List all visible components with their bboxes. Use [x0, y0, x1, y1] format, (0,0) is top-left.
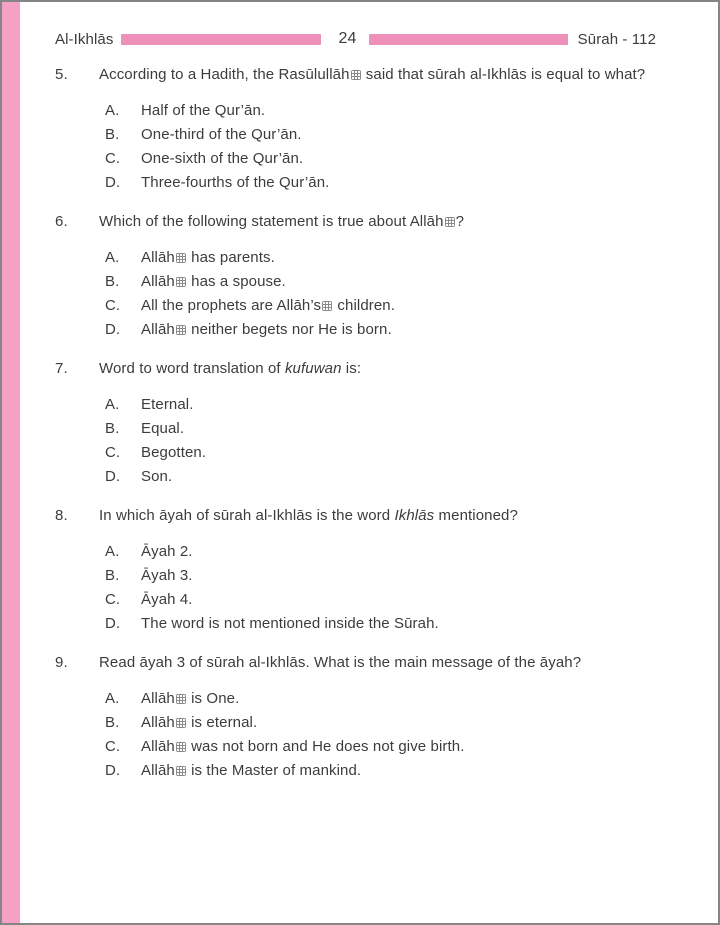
- option-letter: C.: [105, 444, 121, 461]
- text-segment: Allāh: [141, 321, 175, 338]
- text-segment: Three-fourths of the Qur’ān.: [141, 174, 330, 191]
- swt-honorific-icon: [176, 766, 186, 776]
- answer-option: [99, 564, 660, 588]
- text-segment: Son.: [141, 468, 173, 485]
- answer-option: [99, 246, 660, 270]
- text-segment: In which āyah of sūrah al-Ikhlās is the word: [99, 507, 395, 524]
- answer-option: [99, 759, 660, 783]
- option-text: [141, 147, 660, 171]
- answer-option: [99, 270, 660, 294]
- option-text: [141, 441, 660, 465]
- answer-option: [99, 735, 660, 759]
- question-number: 6.: [55, 213, 68, 230]
- text-segment: Word to word translation of: [99, 360, 285, 377]
- option-letter: B.: [105, 273, 120, 290]
- question-block: [55, 653, 660, 783]
- question-number: 8.: [55, 507, 68, 524]
- swt-honorific-icon: [176, 325, 186, 335]
- option-letter: A.: [105, 102, 120, 119]
- option-letter: C.: [105, 591, 121, 608]
- option-letter: C.: [105, 150, 121, 167]
- answer-option: [99, 417, 660, 441]
- question-block: [55, 506, 660, 636]
- options-list: [99, 393, 660, 489]
- header-surah-number: Sūrah - 112: [577, 30, 657, 48]
- option-letter: B.: [105, 567, 120, 584]
- swt-honorific-icon: [176, 718, 186, 728]
- text-segment: was not born and He does not give birth.: [186, 738, 465, 755]
- question-text: [99, 506, 660, 526]
- text-segment: Allāh: [141, 690, 175, 707]
- text-segment: Allāh: [141, 714, 175, 731]
- text-segment: All the prophets are Allāh’s: [141, 297, 322, 314]
- answer-option: [99, 123, 660, 147]
- text-segment: Allāh: [141, 738, 175, 755]
- text-segment: neither begets nor He is born.: [186, 321, 392, 338]
- option-letter: B.: [105, 714, 120, 731]
- option-letter: D.: [105, 174, 121, 191]
- option-letter: D.: [105, 321, 121, 338]
- option-text: [141, 99, 660, 123]
- options-list: [99, 99, 660, 195]
- swt-honorific-icon: [176, 253, 186, 263]
- question-text: [99, 653, 660, 673]
- answer-option: [99, 318, 660, 342]
- options-list: [99, 540, 660, 636]
- answer-option: [99, 294, 660, 318]
- option-text: [141, 465, 660, 489]
- text-segment: Ikhlās: [394, 507, 435, 524]
- text-segment: One-sixth of the Qur’ān.: [141, 150, 304, 167]
- answer-option: [99, 171, 660, 195]
- option-text: [141, 711, 660, 735]
- text-segment: has a spouse.: [186, 273, 286, 290]
- option-letter: A.: [105, 543, 120, 560]
- option-letter: D.: [105, 468, 121, 485]
- option-letter: B.: [105, 420, 120, 437]
- text-segment: Which of the following statement is true about Allāh: [99, 213, 444, 230]
- answer-option: [99, 393, 660, 417]
- text-segment: Āyah 4.: [141, 591, 193, 608]
- question-text: [99, 212, 660, 232]
- option-letter: B.: [105, 126, 120, 143]
- options-list: [99, 246, 660, 342]
- question-text: [99, 65, 660, 85]
- answer-option: [99, 99, 660, 123]
- text-segment: The word is not mentioned inside the Sūrah.: [141, 615, 439, 632]
- text-segment: kufuwan: [284, 360, 342, 377]
- option-text: [141, 393, 660, 417]
- text-segment: Half of the Qur’ān.: [141, 102, 266, 119]
- option-text: [141, 417, 660, 441]
- option-text: [141, 270, 660, 294]
- questions-area: [55, 65, 660, 783]
- answer-option: [99, 441, 660, 465]
- text-segment: Allāh: [141, 249, 175, 266]
- option-text: [141, 123, 660, 147]
- answer-option: [99, 687, 660, 711]
- text-segment: is:: [341, 360, 362, 377]
- text-segment: ?: [455, 213, 465, 230]
- page-header: [55, 30, 656, 48]
- text-segment: Āyah 2.: [141, 543, 193, 560]
- option-letter: A.: [105, 249, 120, 266]
- text-segment: Equal.: [141, 420, 185, 437]
- answer-option: [99, 711, 660, 735]
- text-segment: Allāh: [141, 762, 175, 779]
- swt-honorific-icon: [322, 301, 332, 311]
- options-list: [99, 687, 660, 783]
- swt-honorific-icon: [176, 694, 186, 704]
- option-text: [141, 318, 660, 342]
- question-number: 9.: [55, 654, 68, 671]
- page-number: 24: [338, 30, 357, 47]
- text-segment: Begotten.: [141, 444, 207, 461]
- text-segment: Allāh: [141, 273, 175, 290]
- option-text: [141, 687, 660, 711]
- text-segment: Eternal.: [141, 396, 194, 413]
- text-segment: has parents.: [186, 249, 275, 266]
- question-number: 7.: [55, 360, 68, 377]
- option-letter: A.: [105, 690, 120, 707]
- option-text: [141, 171, 660, 195]
- text-segment: is eternal.: [186, 714, 258, 731]
- text-segment: said that sūrah al-Ikhlās is equal to what?: [361, 66, 646, 83]
- option-letter: C.: [105, 738, 121, 755]
- option-text: [141, 612, 660, 636]
- option-text: [141, 759, 660, 783]
- text-segment: children.: [333, 297, 396, 314]
- option-text: [141, 735, 660, 759]
- text-segment: According to a Hadith, the Rasūlullāh: [99, 66, 350, 83]
- text-segment: mentioned?: [434, 507, 518, 524]
- answer-option: [99, 540, 660, 564]
- answer-option: [99, 612, 660, 636]
- pbuh-honorific-icon: [351, 70, 361, 80]
- text-segment: is the Master of mankind.: [186, 762, 362, 779]
- option-text: [141, 564, 660, 588]
- swt-honorific-icon: [445, 217, 455, 227]
- answer-option: [99, 465, 660, 489]
- option-letter: D.: [105, 615, 121, 632]
- text-segment: One-third of the Qur’ān.: [141, 126, 302, 143]
- option-letter: A.: [105, 396, 120, 413]
- header-surah-name: Al-Ikhlās: [55, 30, 114, 48]
- option-letter: C.: [105, 297, 121, 314]
- header-left-divider-bar: [121, 34, 320, 45]
- page-edge-pink-band: [2, 2, 20, 923]
- question-block: [55, 359, 660, 489]
- header-right-divider-bar: [369, 34, 568, 45]
- text-segment: is One.: [186, 690, 240, 707]
- option-text: [141, 540, 660, 564]
- answer-option: [99, 147, 660, 171]
- text-segment: Read āyah 3 of sūrah al-Ikhlās. What is the main message of the āyah?: [99, 654, 582, 671]
- answer-option: [99, 588, 660, 612]
- swt-honorific-icon: [176, 742, 186, 752]
- question-text: [99, 359, 660, 379]
- question-block: [55, 65, 660, 195]
- text-segment: Āyah 3.: [141, 567, 193, 584]
- swt-honorific-icon: [176, 277, 186, 287]
- option-text: [141, 588, 660, 612]
- option-text: [141, 246, 660, 270]
- question-number: 5.: [55, 66, 68, 83]
- option-letter: D.: [105, 762, 121, 779]
- option-text: [141, 294, 660, 318]
- question-block: [55, 212, 660, 342]
